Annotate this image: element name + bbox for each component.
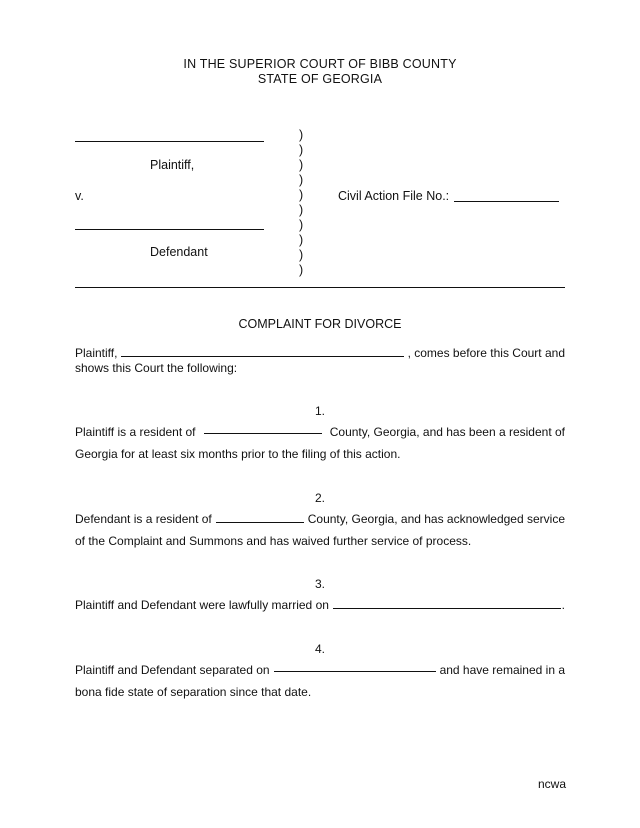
paren: ) xyxy=(299,173,304,187)
paren: ) xyxy=(299,203,304,217)
section-4-text-start: Plaintiff and Defendant separated on xyxy=(75,663,270,677)
defendant-county-blank[interactable] xyxy=(216,510,304,523)
section-1-text-end: County, Georgia, and has been a resident of xyxy=(329,425,565,439)
paren: ) xyxy=(299,218,304,232)
section-number: 2. xyxy=(314,491,325,505)
defendant-label: Defendant xyxy=(150,245,208,259)
intro-start: Plaintiff, xyxy=(75,346,118,360)
intro-end: , comes before this Court and xyxy=(407,346,565,360)
paren: ) xyxy=(299,188,304,202)
section-2-paragraph xyxy=(75,508,565,552)
versus-label: v. xyxy=(75,189,84,203)
court-name: IN THE SUPERIOR COURT OF BIBB COUNTY xyxy=(183,57,457,71)
section-1-line2: Georgia for at least six months prior to the filing of this action. xyxy=(75,447,401,461)
paren: ) xyxy=(299,233,304,247)
paren: ) xyxy=(299,248,304,262)
defendant-name-blank[interactable] xyxy=(75,229,264,230)
section-4-text-end: and have remained in a xyxy=(439,663,565,677)
section-1-text-start: Plaintiff is a resident of xyxy=(75,425,196,439)
paren: ) xyxy=(299,158,304,172)
section-1-paragraph xyxy=(75,421,565,465)
section-number: 4. xyxy=(314,642,325,656)
section-number: 1. xyxy=(314,404,325,418)
section-number: 3. xyxy=(314,577,325,591)
paren: ) xyxy=(299,263,304,277)
plaintiff-county-blank[interactable] xyxy=(204,421,322,434)
section-2-text-start: Defendant is a resident of xyxy=(75,512,212,526)
paren: ) xyxy=(299,128,304,142)
document-title: COMPLAINT FOR DIVORCE xyxy=(238,317,402,331)
section-3-paragraph xyxy=(75,594,565,616)
civil-action-file-blank[interactable] xyxy=(454,201,559,202)
caption-divider xyxy=(75,287,565,288)
separation-date-blank[interactable] xyxy=(274,659,436,672)
section-2-line2: of the Complaint and Summons and has waived further service of process. xyxy=(75,534,472,548)
footer-mark: ncwa xyxy=(538,777,567,791)
court-state: STATE OF GEORGIA xyxy=(257,72,383,86)
marriage-date-blank[interactable] xyxy=(333,596,561,609)
section-4-line2: bona fide state of separation since that date. xyxy=(75,685,312,699)
civil-action-file-label: Civil Action File No.: xyxy=(338,189,450,203)
caption-parentheses xyxy=(299,128,303,278)
section-3-text-start: Plaintiff and Defendant were lawfully married on xyxy=(75,598,329,612)
paren: ) xyxy=(299,143,304,157)
section-2-text-end: County, Georgia, and has acknowledged service xyxy=(307,512,565,526)
section-4-paragraph xyxy=(75,659,565,703)
plaintiff-name-blank[interactable] xyxy=(75,141,264,142)
plaintiff-label: Plaintiff, xyxy=(150,158,195,172)
plaintiff-full-name-blank[interactable] xyxy=(121,344,403,357)
intro-line2: shows this Court the following: xyxy=(75,361,238,375)
intro-paragraph xyxy=(75,342,565,379)
section-3-text-end: . xyxy=(561,598,565,612)
